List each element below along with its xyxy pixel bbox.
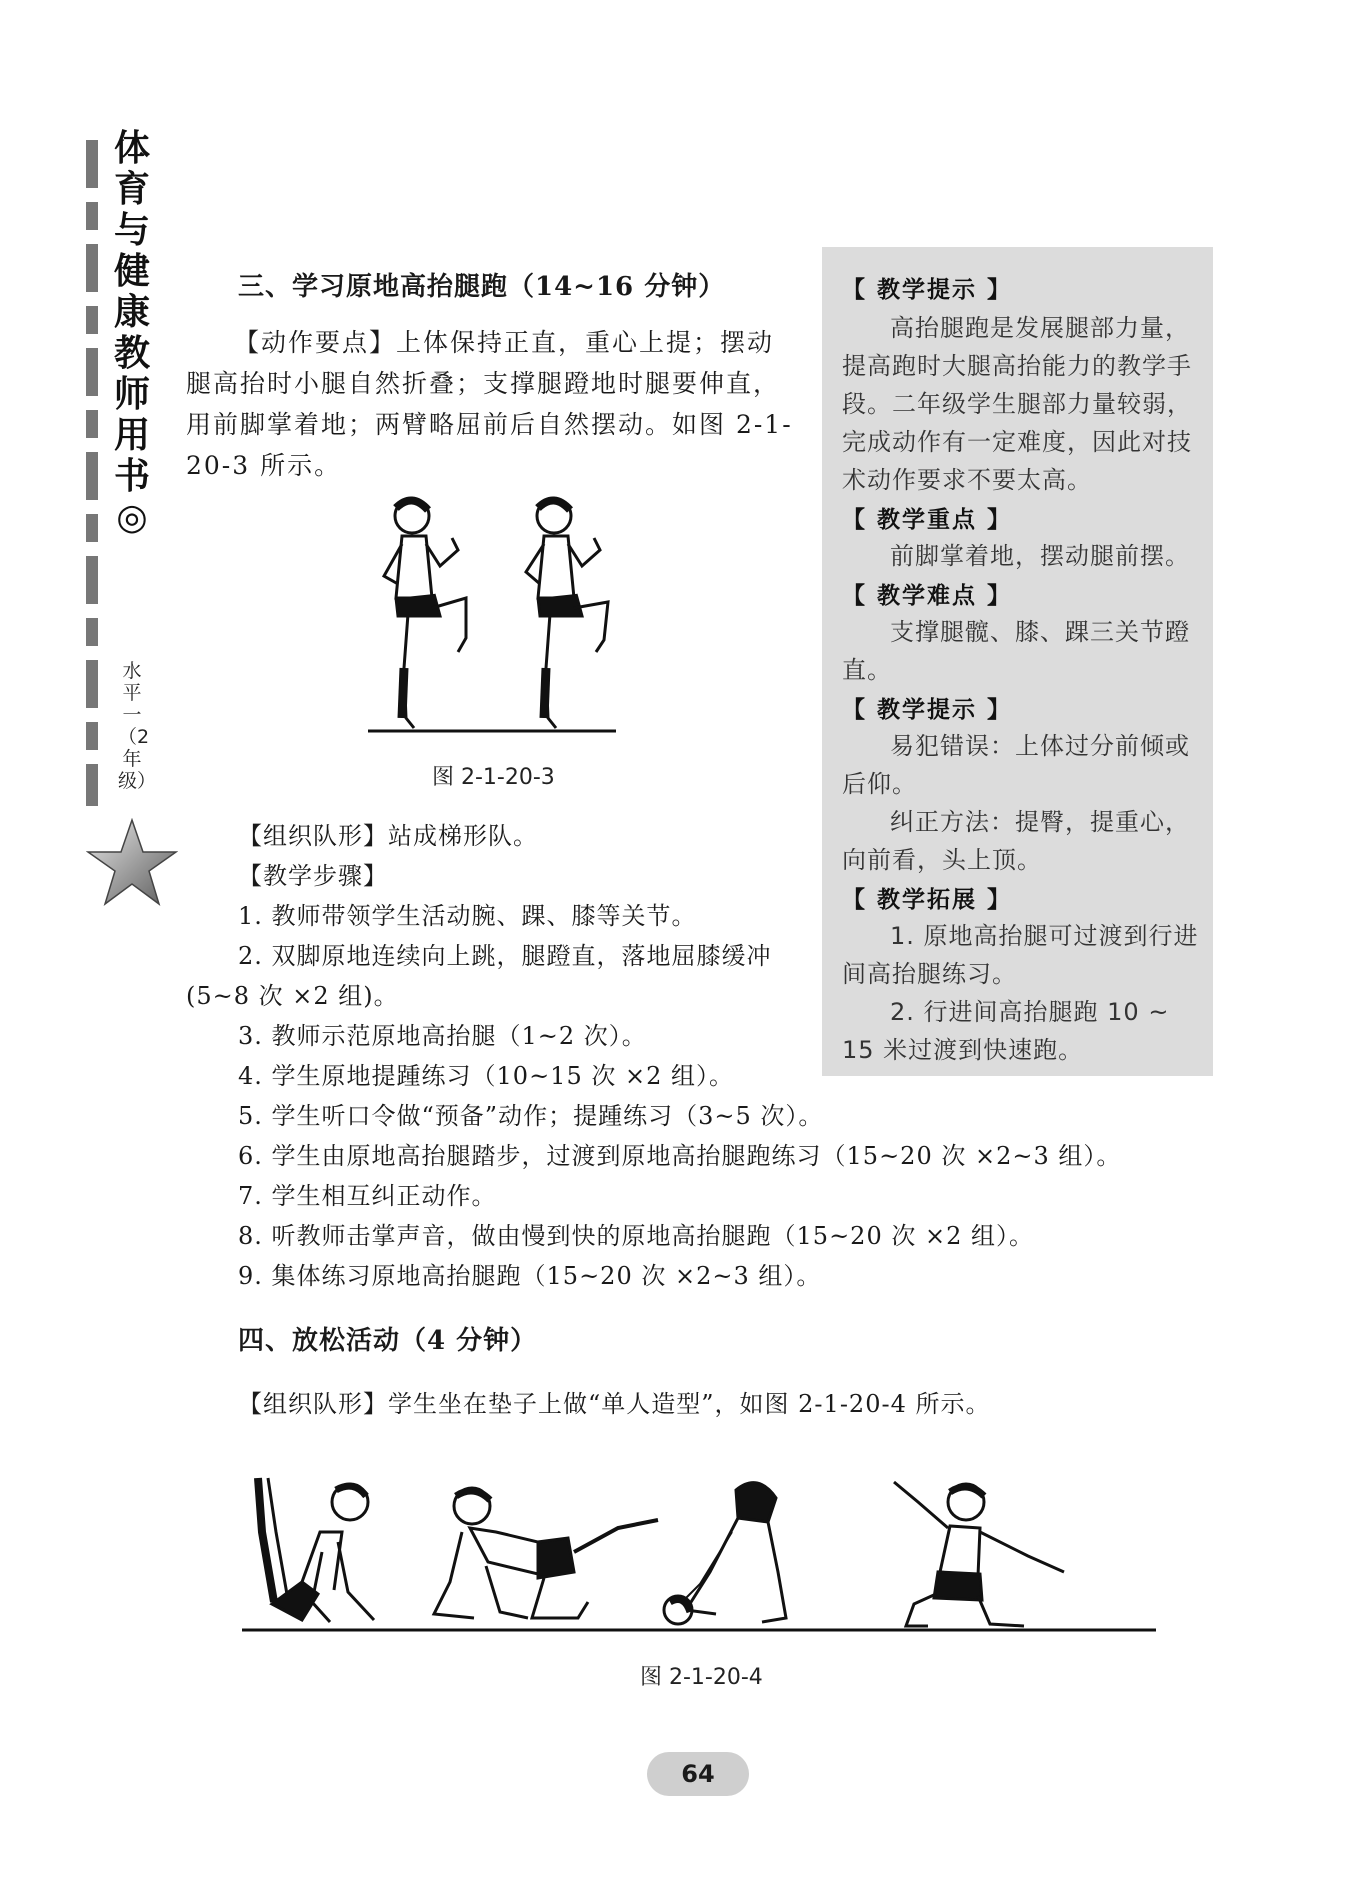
step-item: 1. 教师带领学生活动腕、踝、膝等关节。 <box>238 902 697 930</box>
page-number: 64 <box>647 1752 749 1796</box>
book-title: 体育与健康教师用书◎ <box>113 127 150 538</box>
step-item: 7. 学生相互纠正动作。 <box>238 1182 497 1210</box>
step-item: 2. 双脚原地连续向上跳，腿蹬直，落地屈膝缓冲 <box>238 942 772 970</box>
runner-right <box>526 499 608 728</box>
key-points <box>186 322 796 486</box>
teaching-tips-box <box>822 247 1213 1076</box>
figure-caption-3: 图 2-1-20-3 <box>432 765 555 790</box>
pose-kneel-arms <box>894 1482 1064 1626</box>
runner-left <box>384 499 466 728</box>
tips-heading: 【 教学拓展 】 <box>842 887 1013 913</box>
tips-paragraph: 易犯错误：上体过分前倾或后仰。 <box>842 732 1190 798</box>
tips-paragraph: 1. 原地高抬腿可过渡到行进间高抬腿练习。 <box>842 922 1199 988</box>
tips-heading: 【 教学提示 】 <box>842 277 1013 303</box>
formation-3: 【组织队形】站成梯形队。 <box>238 822 538 850</box>
tips-paragraph: 纠正方法：提臀，提重心，向前看，头上顶。 <box>842 808 1190 874</box>
tips-paragraph: 前脚掌着地，摆动腿前摆。 <box>890 542 1190 570</box>
formation-4: 【组织队形】学生坐在垫子上做“单人造型”，如图 2-1-20-4 所示。 <box>238 1390 991 1418</box>
tips-heading: 【 教学难点 】 <box>842 583 1013 609</box>
section3-heading: 三、学习原地高抬腿跑（14~16 分钟） <box>238 272 726 302</box>
key-points-text: 上体保持正直，重心上提；摆动腿高抬时小腿自然折叠；支撑腿蹬地时腿要伸直，用前脚掌着地；两臂略屈前后自然摆动。如图 2-1-20-3 所示。 <box>186 328 793 480</box>
tips-heading: 【 教学重点 】 <box>842 507 1013 533</box>
steps-label: 【教学步骤】 <box>238 862 388 890</box>
key-points-label: 【动作要点】 <box>234 328 397 357</box>
pose-pike <box>664 1483 786 1624</box>
tips-paragraph: 2. 行进间高抬腿跑 10 ~ 15 米过渡到快速跑。 <box>842 998 1170 1064</box>
tips-heading: 【 教学提示 】 <box>842 697 1013 723</box>
pose-kneel-lift <box>434 1488 658 1618</box>
stretch-poses-figure <box>238 1462 1160 1642</box>
level-label: 水平一（2年级） <box>118 660 157 792</box>
tips-paragraph: 高抬腿跑是发展腿部力量，提高跑时大腿高抬能力的教学手段。二年级学生腿部力量较弱，完成动作有一定难度，因此对技术动作要求不要太高。 <box>842 314 1192 494</box>
high-knee-figure <box>360 488 626 738</box>
tips-paragraph: 支撑腿髋、膝、踝三关节蹬直。 <box>842 618 1190 684</box>
step-item: 4. 学生原地提踵练习（10~15 次 ×2 组）。 <box>238 1062 734 1090</box>
step-item: 5. 学生听口令做“预备”动作；提踵练习（3~5 次）。 <box>238 1102 824 1130</box>
step-item: 8. 听教师击掌声音，做由慢到快的原地高抬腿跑（15~20 次 ×2 组）。 <box>238 1222 1034 1250</box>
step-item: 6. 学生由原地高抬腿踏步，过渡到原地高抬腿跑练习（15~20 次 ×2~3 组）。 <box>238 1142 1122 1170</box>
figure-caption-4: 图 2-1-20-4 <box>640 1665 763 1690</box>
step-item: (5~8 次 ×2 组)。 <box>186 982 399 1010</box>
pose-v-sit <box>258 1478 374 1622</box>
step-item: 3. 教师示范原地高抬腿（1~2 次）。 <box>238 1022 647 1050</box>
section4-heading: 四、放松活动（4 分钟） <box>238 1326 538 1356</box>
step-item: 9. 集体练习原地高抬腿跑（15~20 次 ×2~3 组）。 <box>238 1262 822 1290</box>
star-icon <box>86 818 178 906</box>
